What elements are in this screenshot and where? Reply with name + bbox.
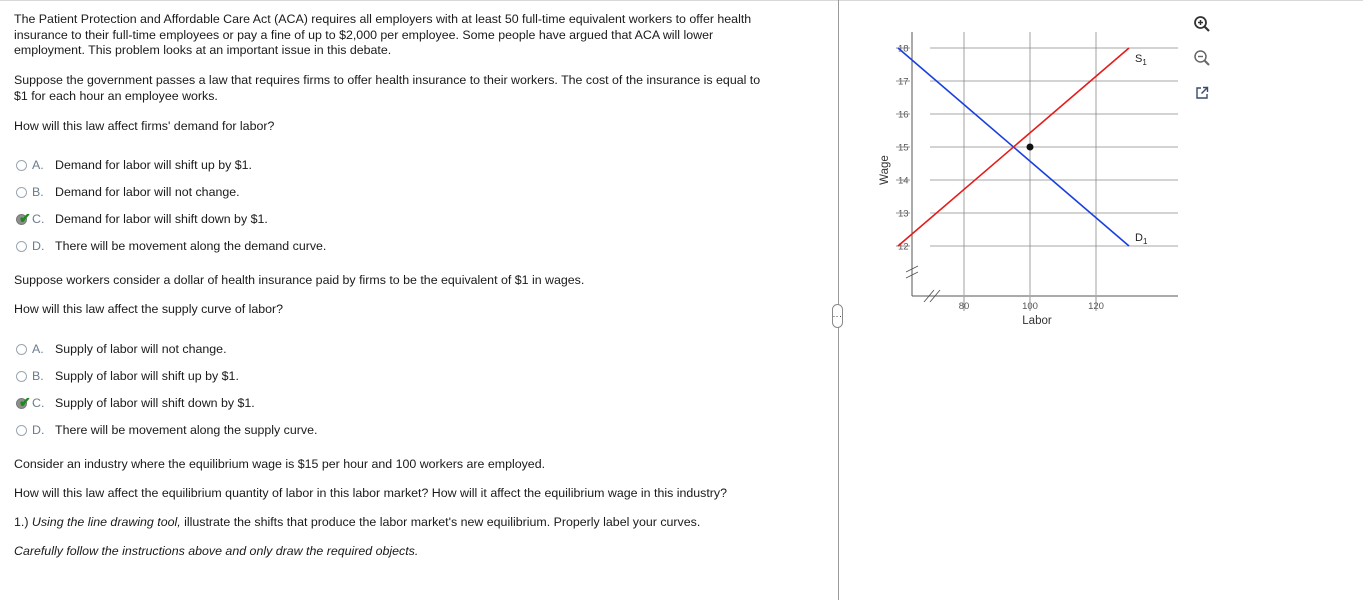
y-axis-label: Wage bbox=[879, 155, 891, 185]
selected-radio-wrap[interactable] bbox=[16, 393, 32, 410]
radio-button[interactable] bbox=[16, 241, 27, 252]
axes bbox=[906, 32, 1178, 302]
y-tick-label: 18 bbox=[898, 43, 909, 55]
checkmark-icon: ✔ bbox=[19, 393, 31, 410]
tick-labels bbox=[896, 44, 1104, 313]
y-tick-label: 13 bbox=[898, 208, 909, 220]
radio-button[interactable] bbox=[16, 160, 27, 171]
y-tick-label: 15 bbox=[898, 142, 909, 154]
setup-line-2: $1 for each hour an employee works. bbox=[14, 88, 218, 103]
equilibrium-point[interactable] bbox=[1027, 144, 1034, 151]
panel-divider[interactable] bbox=[838, 0, 839, 600]
option-letter: C. bbox=[32, 396, 45, 410]
labor-market-chart[interactable] bbox=[860, 20, 1190, 340]
x-tick-label: 120 bbox=[1088, 301, 1104, 312]
q2-option-a[interactable] bbox=[16, 341, 227, 357]
intro-line-2: insurance to their full-time employees or pay a fine of up to $2,000 per employee. Some people have argued that ACA will lower bbox=[14, 27, 714, 42]
option-text: Demand for labor will shift up by $1. bbox=[55, 158, 252, 172]
q3-prompt: How will this law affect the equilibrium quantity of labor in this labor market? How will it affect the equilibrium wage in this industry? bbox=[14, 486, 728, 500]
y-tick-label: 14 bbox=[898, 175, 909, 187]
option-letter: B. bbox=[32, 185, 44, 199]
curve-labels bbox=[1135, 53, 1148, 246]
curve-label-s: $S_1$ bbox=[1135, 53, 1147, 67]
y-tick-label: 12 bbox=[898, 241, 909, 253]
q2-option-b[interactable] bbox=[16, 368, 239, 384]
option-text: There will be movement along the demand curve. bbox=[55, 239, 327, 253]
option-letter: D. bbox=[32, 423, 45, 437]
q3-note: Carefully follow the instructions above and only draw the required objects. bbox=[14, 544, 419, 558]
option-letter: D. bbox=[32, 239, 45, 253]
instr-prefix: 1.) bbox=[14, 515, 32, 529]
zoom-in-icon bbox=[1193, 15, 1211, 33]
intro-line-3: employment. This problem looks at an important issue in this debate. bbox=[14, 43, 392, 57]
zoom-out-icon bbox=[1193, 49, 1211, 67]
q1-option-a[interactable] bbox=[16, 157, 252, 173]
grid bbox=[930, 32, 1178, 295]
option-letter: A. bbox=[32, 158, 44, 172]
panel-resize-handle[interactable] bbox=[832, 304, 843, 328]
q2-option-c[interactable] bbox=[16, 395, 255, 411]
popout-button[interactable] bbox=[1191, 82, 1213, 104]
q1-prompt: How will this law affect firms' demand for labor? bbox=[14, 119, 275, 133]
y-tick-label: 16 bbox=[898, 109, 909, 121]
x-axis-label: Labor bbox=[1022, 315, 1052, 327]
q1-option-c[interactable] bbox=[16, 211, 268, 227]
q1-option-d[interactable] bbox=[16, 238, 326, 254]
setup-line-1: Suppose the government passes a law that requires firms to offer health insurance to their workers. The cost of the insurance is equal to bbox=[14, 73, 761, 87]
q2-option-d[interactable] bbox=[16, 422, 317, 438]
zoom-out-button[interactable] bbox=[1191, 47, 1213, 69]
instr-italic: Using the line drawing tool, bbox=[31, 515, 181, 529]
option-text: Supply of labor will shift up by $1. bbox=[55, 369, 239, 383]
option-letter: A. bbox=[32, 342, 44, 356]
option-text: Demand for labor will not change. bbox=[55, 185, 240, 199]
popout-icon bbox=[1194, 85, 1210, 101]
radio-button[interactable] bbox=[16, 371, 27, 382]
option-text: There will be movement along the supply curve. bbox=[55, 423, 318, 437]
q1-option-b[interactable] bbox=[16, 184, 240, 200]
y-tick-label: 17 bbox=[898, 76, 909, 88]
q3-instruction bbox=[14, 515, 700, 531]
zoom-in-button[interactable] bbox=[1191, 13, 1213, 35]
intro-text bbox=[14, 12, 814, 59]
radio-button[interactable] bbox=[16, 344, 27, 355]
q2-context: Suppose workers consider a dollar of health insurance paid by firms to be the equivalent of $1 in wages. bbox=[14, 273, 585, 287]
option-text: Supply of labor will not change. bbox=[55, 342, 227, 356]
option-letter: C. bbox=[32, 212, 45, 226]
radio-button[interactable] bbox=[16, 187, 27, 198]
option-text: Demand for labor will shift down by $1. bbox=[55, 212, 268, 226]
q2-prompt: How will this law affect the supply curve of labor? bbox=[14, 302, 284, 316]
intro-line-1: The Patient Protection and Affordable Care Act (ACA) requires all employers with at least 50 full-time equivalent workers to offer health bbox=[14, 12, 752, 26]
setup-text bbox=[14, 73, 760, 104]
curve-label-d: $D_1$ bbox=[1135, 232, 1148, 246]
option-text: Supply of labor will shift down by $1. bbox=[55, 396, 255, 410]
radio-button[interactable] bbox=[16, 425, 27, 436]
q3-context: Consider an industry where the equilibrium wage is $15 per hour and 100 workers are employed. bbox=[14, 457, 546, 471]
x-tick-label: 100 bbox=[1022, 301, 1038, 312]
x-tick-label: 80 bbox=[958, 301, 970, 312]
checkmark-icon: ✔ bbox=[19, 209, 31, 226]
handle-dots: ⋮ bbox=[832, 312, 843, 320]
option-letter: B. bbox=[32, 369, 44, 383]
instr-rest: illustrate the shifts that produce the labor market's new equilibrium. Properly label your curves. bbox=[180, 515, 701, 529]
selected-radio-wrap[interactable] bbox=[16, 209, 32, 226]
